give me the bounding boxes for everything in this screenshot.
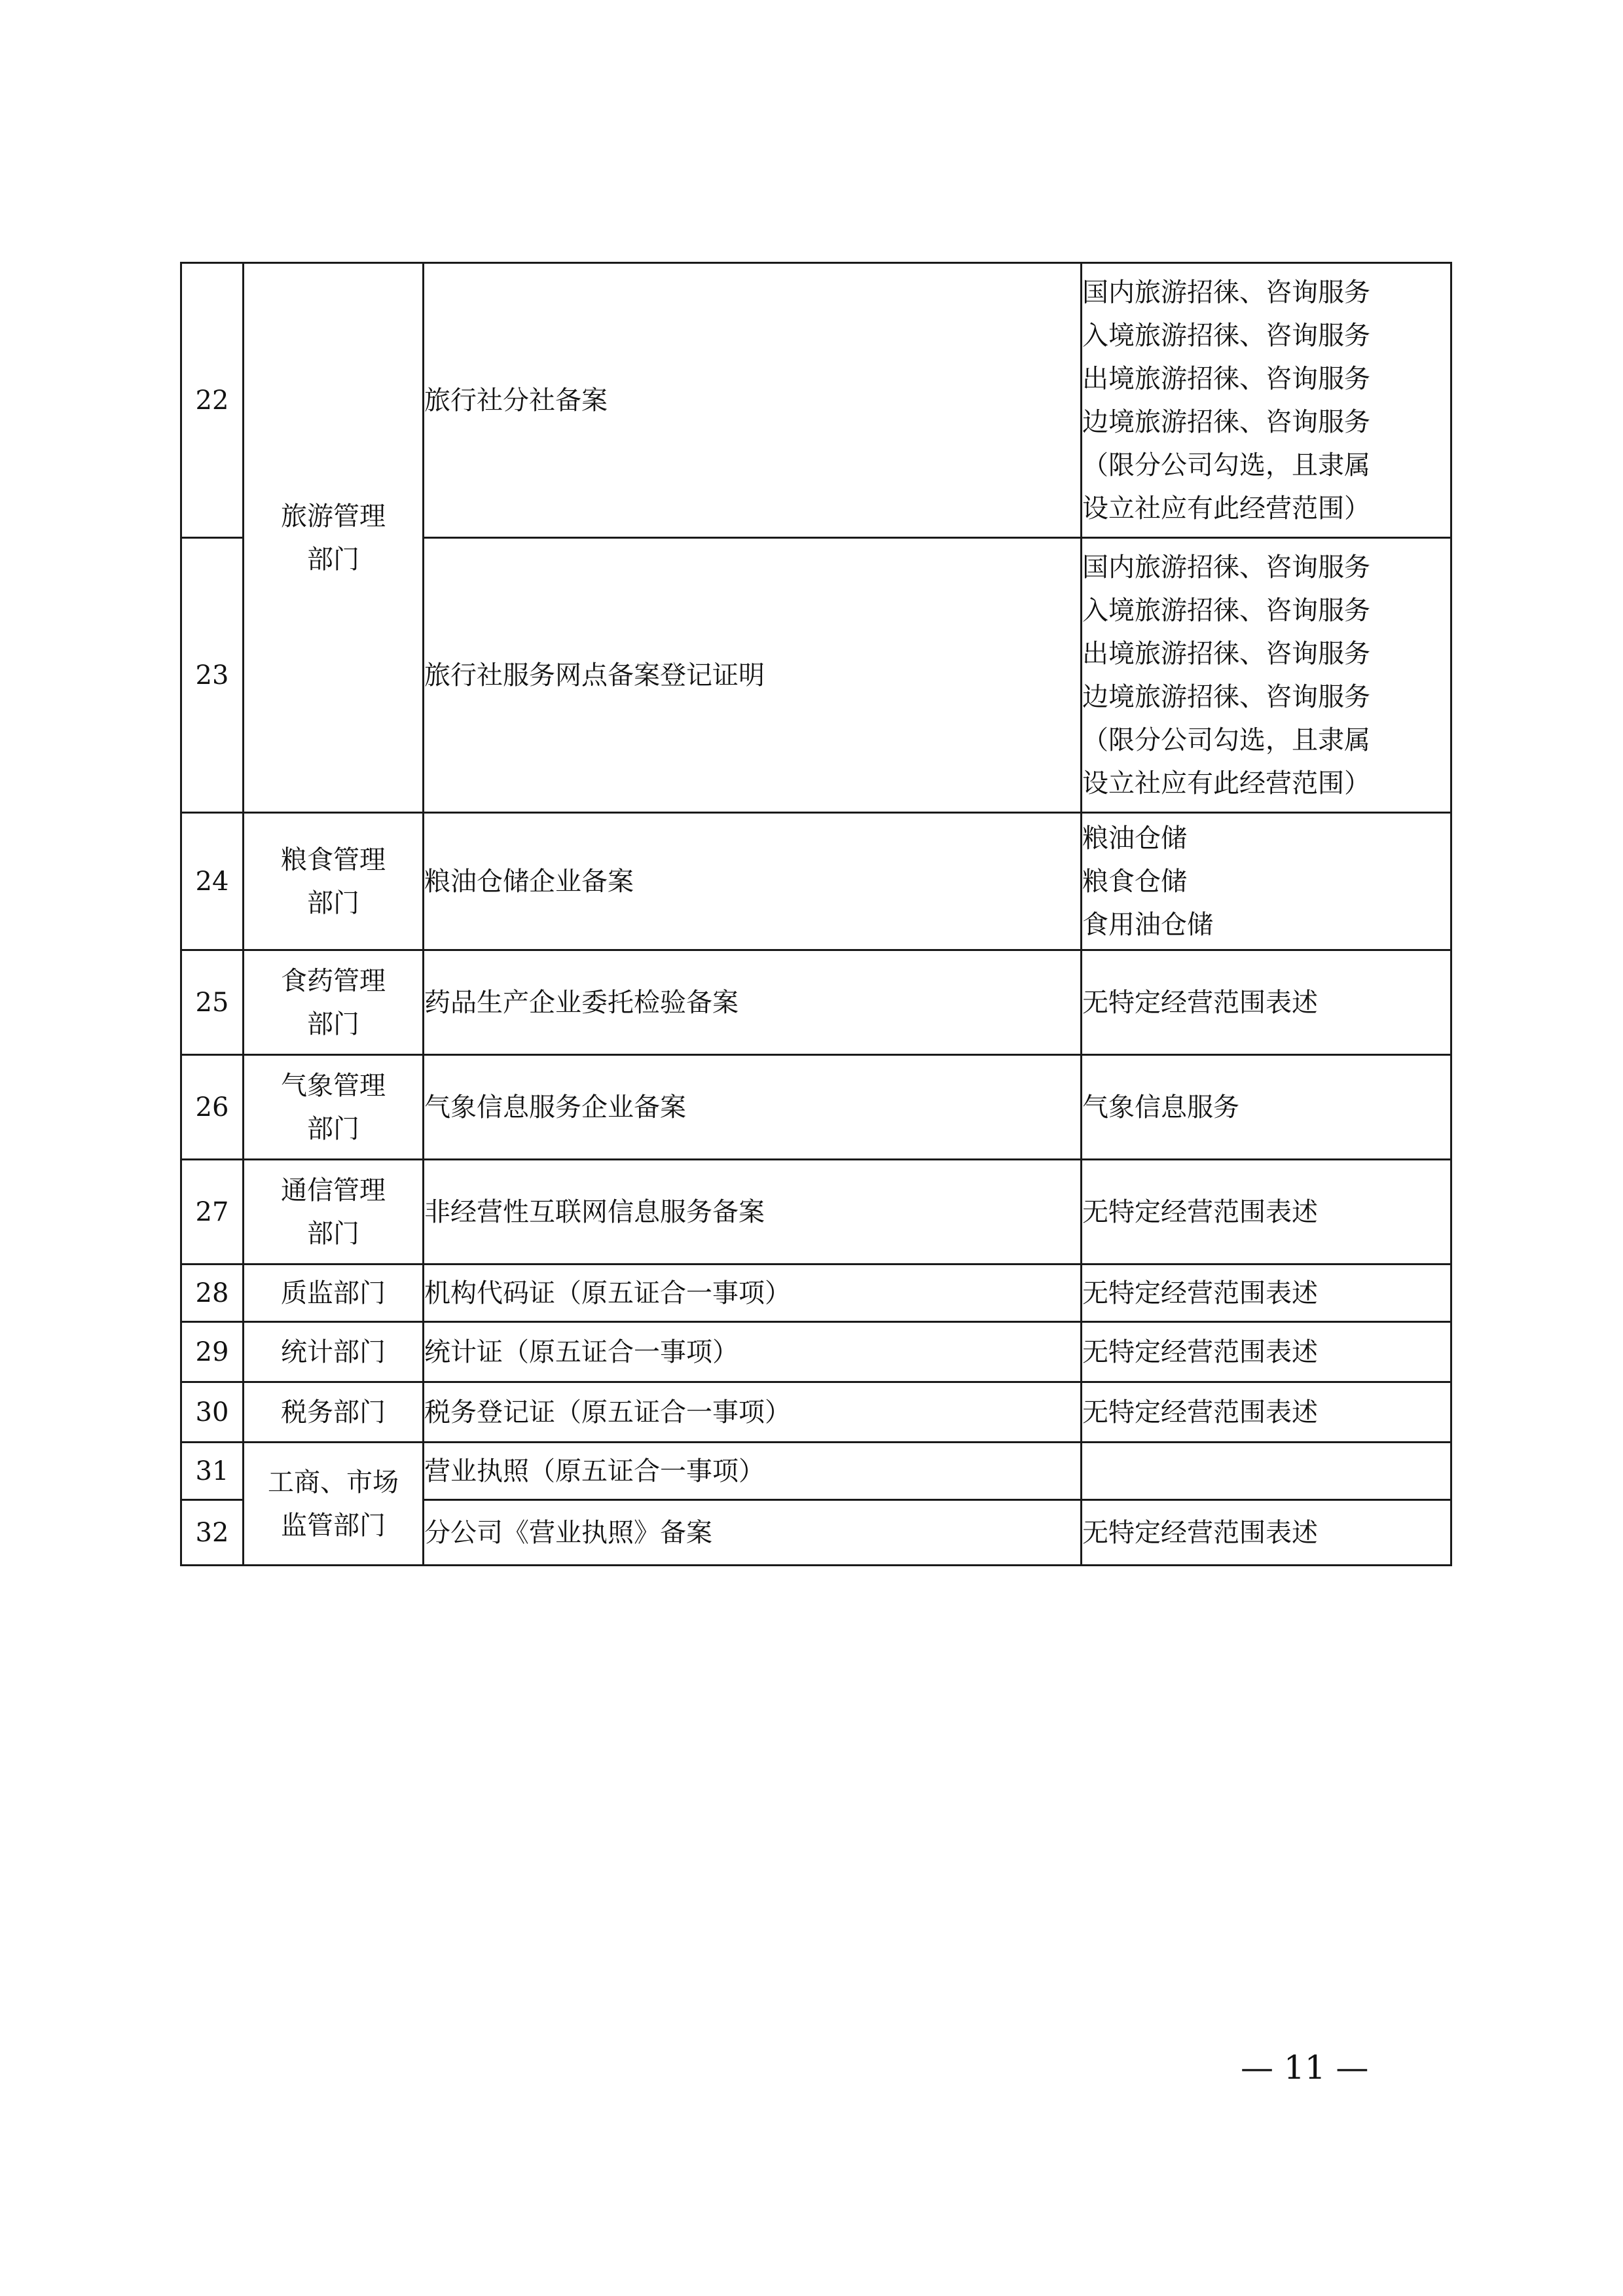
- row-number: 32: [181, 1500, 244, 1566]
- business-scope: 国内旅游招徕、咨询服务 入境旅游招徕、咨询服务 出境旅游招徕、咨询服务 边境旅游招徕、咨询服务 （限分公司勾选，且隶属 设立社应有此经营范围）: [1082, 538, 1451, 813]
- table-row: [181, 1160, 1451, 1265]
- item-name: 税务登记证（原五证合一事项）: [424, 1382, 1082, 1443]
- row-number: 23: [181, 538, 244, 813]
- department-cell: 工商、市场 监管部门: [244, 1443, 424, 1566]
- item-name: 分公司《营业执照》备案: [424, 1500, 1082, 1566]
- table-row: [181, 263, 1451, 538]
- department-cell: 通信管理 部门: [244, 1160, 424, 1265]
- item-name: 统计证（原五证合一事项）: [424, 1322, 1082, 1382]
- table-row: [181, 1322, 1451, 1382]
- table-row: [181, 1265, 1451, 1322]
- business-scope: 气象信息服务: [1082, 1055, 1451, 1160]
- table-row: [181, 950, 1451, 1055]
- row-number: 27: [181, 1160, 244, 1265]
- department-cell: 粮食管理 部门: [244, 813, 424, 950]
- table-row: [181, 1382, 1451, 1443]
- business-scope: 粮油仓储 粮食仓储 食用油仓储: [1082, 813, 1451, 950]
- row-number: 28: [181, 1265, 244, 1322]
- business-scope: 无特定经营范围表述: [1082, 1160, 1451, 1265]
- department-cell: 税务部门: [244, 1382, 424, 1443]
- table-row: [181, 1055, 1451, 1160]
- row-number: 26: [181, 1055, 244, 1160]
- table-row: [181, 813, 1451, 950]
- department-cell: 质监部门: [244, 1265, 424, 1322]
- business-scope: 国内旅游招徕、咨询服务 入境旅游招徕、咨询服务 出境旅游招徕、咨询服务 边境旅游招徕、咨询服务 （限分公司勾选，且隶属 设立社应有此经营范围）: [1082, 263, 1451, 538]
- department-cell: 食药管理 部门: [244, 950, 424, 1055]
- row-number: 25: [181, 950, 244, 1055]
- row-number: 24: [181, 813, 244, 950]
- item-name: 气象信息服务企业备案: [424, 1055, 1082, 1160]
- business-scope: 无特定经营范围表述: [1082, 1500, 1451, 1566]
- page-number: — 11 —: [1241, 2049, 1369, 2087]
- row-number: 29: [181, 1322, 244, 1382]
- department-cell: 气象管理 部门: [244, 1055, 424, 1160]
- item-name: 药品生产企业委托检验备案: [424, 950, 1082, 1055]
- item-name: 非经营性互联网信息服务备案: [424, 1160, 1082, 1265]
- row-number: 31: [181, 1443, 244, 1500]
- row-number: 22: [181, 263, 244, 538]
- table-row: [181, 1443, 1451, 1500]
- department-cell: 旅游管理 部门: [244, 263, 424, 813]
- business-scope: 无特定经营范围表述: [1082, 1322, 1451, 1382]
- business-scope: 无特定经营范围表述: [1082, 1382, 1451, 1443]
- row-number: 30: [181, 1382, 244, 1443]
- item-name: 旅行社分社备案: [424, 263, 1082, 538]
- item-name: 粮油仓储企业备案: [424, 813, 1082, 950]
- business-scope: 无特定经营范围表述: [1082, 950, 1451, 1055]
- registration-table: [180, 262, 1452, 1566]
- department-cell: 统计部门: [244, 1322, 424, 1382]
- item-name: 机构代码证（原五证合一事项）: [424, 1265, 1082, 1322]
- business-scope: [1082, 1443, 1451, 1500]
- item-name: 旅行社服务网点备案登记证明: [424, 538, 1082, 813]
- business-scope: 无特定经营范围表述: [1082, 1265, 1451, 1322]
- item-name: 营业执照（原五证合一事项）: [424, 1443, 1082, 1500]
